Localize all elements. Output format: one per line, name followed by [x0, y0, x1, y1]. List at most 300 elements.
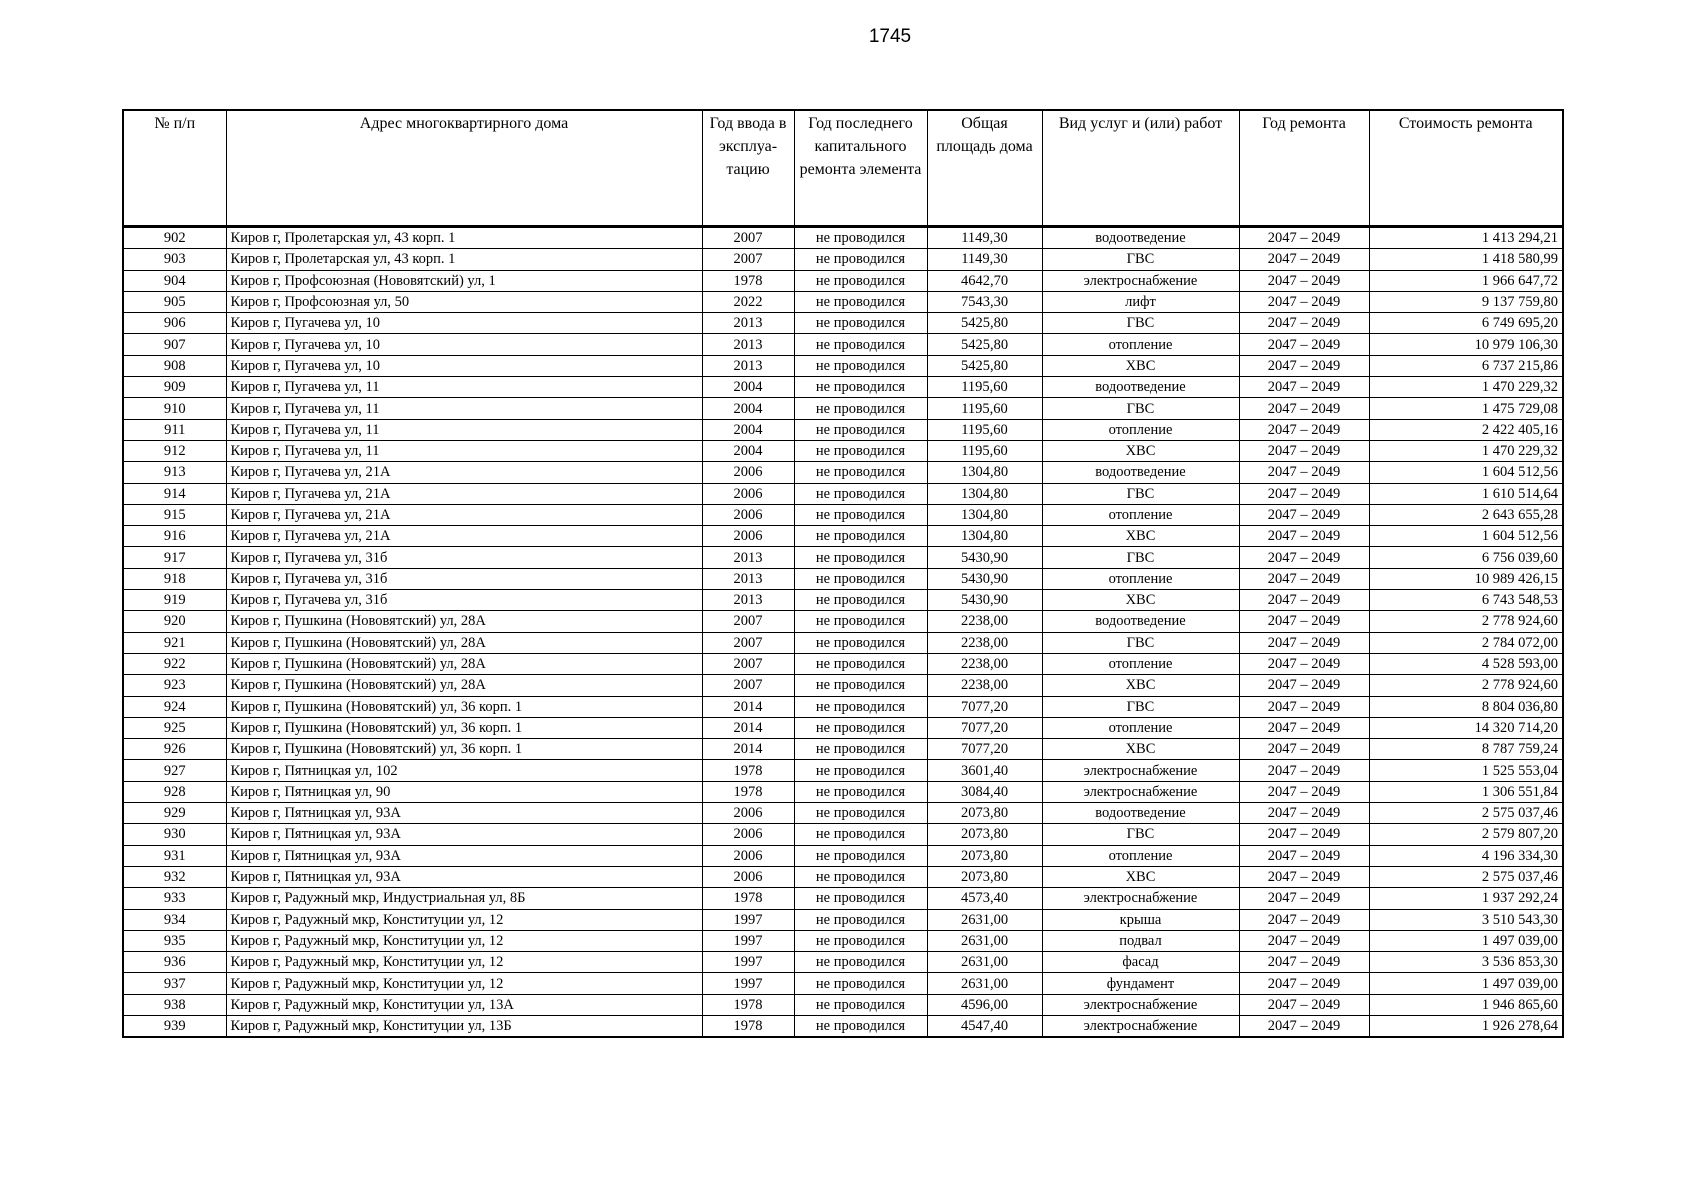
cell-num: 934	[123, 909, 226, 930]
table-row	[123, 590, 1563, 611]
cell-cost: 1 946 865,60	[1369, 994, 1563, 1015]
cell-repair-year: 2047 – 2049	[1239, 952, 1369, 973]
cell-area: 1304,80	[927, 526, 1042, 547]
table-body	[123, 227, 1563, 1038]
cell-year-built: 2013	[702, 355, 794, 376]
cell-area: 1304,80	[927, 483, 1042, 504]
cell-service: ГВС	[1042, 313, 1239, 334]
cell-repair-year: 2047 – 2049	[1239, 675, 1369, 696]
cell-area: 2073,80	[927, 845, 1042, 866]
cell-last-repair: не проводился	[794, 632, 927, 653]
cell-year-built: 2006	[702, 803, 794, 824]
table-row	[123, 270, 1563, 291]
cell-num: 924	[123, 696, 226, 717]
cell-repair-year: 2047 – 2049	[1239, 398, 1369, 419]
cell-area: 2631,00	[927, 930, 1042, 951]
cell-last-repair: не проводился	[794, 1015, 927, 1037]
cell-cost: 6 749 695,20	[1369, 313, 1563, 334]
table-row	[123, 313, 1563, 334]
cell-last-repair: не проводился	[794, 888, 927, 909]
cell-year-built: 2007	[702, 632, 794, 653]
table-row	[123, 483, 1563, 504]
cell-repair-year: 2047 – 2049	[1239, 739, 1369, 760]
cell-last-repair: не проводился	[794, 249, 927, 270]
cell-year-built: 2004	[702, 377, 794, 398]
cell-service: отопление	[1042, 717, 1239, 738]
cell-cost: 1 497 039,00	[1369, 973, 1563, 994]
table-row	[123, 952, 1563, 973]
cell-repair-year: 2047 – 2049	[1239, 1015, 1369, 1037]
cell-address: Киров г, Пушкина (Нововятский) ул, 28А	[226, 675, 702, 696]
cell-last-repair: не проводился	[794, 675, 927, 696]
cell-year-built: 2004	[702, 440, 794, 461]
table-row	[123, 334, 1563, 355]
cell-num: 928	[123, 781, 226, 802]
cell-year-built: 1997	[702, 973, 794, 994]
cell-year-built: 2014	[702, 696, 794, 717]
table-row	[123, 781, 1563, 802]
cell-year-built: 2006	[702, 824, 794, 845]
cell-repair-year: 2047 – 2049	[1239, 803, 1369, 824]
table-row	[123, 803, 1563, 824]
cell-last-repair: не проводился	[794, 291, 927, 312]
cell-cost: 2 575 037,46	[1369, 803, 1563, 824]
cell-area: 1195,60	[927, 398, 1042, 419]
cell-repair-year: 2047 – 2049	[1239, 249, 1369, 270]
cell-address: Киров г, Пугачева ул, 31б	[226, 547, 702, 568]
cell-last-repair: не проводился	[794, 440, 927, 461]
header-repair-year: Год ремонта	[1239, 110, 1369, 227]
cell-service: ГВС	[1042, 249, 1239, 270]
cell-year-built: 2006	[702, 504, 794, 525]
cell-num: 909	[123, 377, 226, 398]
cell-service: ХВС	[1042, 526, 1239, 547]
cell-num: 922	[123, 653, 226, 674]
cell-area: 4573,40	[927, 888, 1042, 909]
cell-num: 915	[123, 504, 226, 525]
cell-repair-year: 2047 – 2049	[1239, 270, 1369, 291]
cell-last-repair: не проводился	[794, 717, 927, 738]
cell-area: 5430,90	[927, 590, 1042, 611]
cell-year-built: 2022	[702, 291, 794, 312]
table-row	[123, 739, 1563, 760]
cell-repair-year: 2047 – 2049	[1239, 526, 1369, 547]
cell-last-repair: не проводился	[794, 504, 927, 525]
page-number: 1745	[868, 26, 912, 47]
cell-repair-year: 2047 – 2049	[1239, 462, 1369, 483]
cell-year-built: 2006	[702, 462, 794, 483]
cell-cost: 1 306 551,84	[1369, 781, 1563, 802]
cell-service: ХВС	[1042, 590, 1239, 611]
cell-area: 2238,00	[927, 675, 1042, 696]
cell-area: 1195,60	[927, 419, 1042, 440]
cell-area: 4596,00	[927, 994, 1042, 1015]
cell-repair-year: 2047 – 2049	[1239, 313, 1369, 334]
cell-cost: 2 579 807,20	[1369, 824, 1563, 845]
cell-year-built: 2013	[702, 568, 794, 589]
cell-area: 2631,00	[927, 909, 1042, 930]
cell-area: 2073,80	[927, 803, 1042, 824]
cell-last-repair: не проводился	[794, 398, 927, 419]
cell-repair-year: 2047 – 2049	[1239, 227, 1369, 249]
cell-address: Киров г, Радужный мкр, Конституции ул, 12	[226, 952, 702, 973]
table-row	[123, 377, 1563, 398]
cell-address: Киров г, Радужный мкр, Конституции ул, 12	[226, 930, 702, 951]
table-row	[123, 462, 1563, 483]
cell-year-built: 2006	[702, 845, 794, 866]
cell-repair-year: 2047 – 2049	[1239, 547, 1369, 568]
cell-num: 923	[123, 675, 226, 696]
cell-num: 905	[123, 291, 226, 312]
cell-service: ХВС	[1042, 440, 1239, 461]
cell-last-repair: не проводился	[794, 483, 927, 504]
table-row	[123, 526, 1563, 547]
cell-year-built: 1997	[702, 909, 794, 930]
cell-year-built: 1978	[702, 1015, 794, 1037]
cell-service: водоотведение	[1042, 462, 1239, 483]
cell-service: ХВС	[1042, 355, 1239, 376]
cell-area: 2238,00	[927, 653, 1042, 674]
cell-cost: 2 784 072,00	[1369, 632, 1563, 653]
cell-repair-year: 2047 – 2049	[1239, 334, 1369, 355]
cell-last-repair: не проводился	[794, 611, 927, 632]
cell-last-repair: не проводился	[794, 866, 927, 887]
cell-year-built: 2007	[702, 249, 794, 270]
table-row	[123, 909, 1563, 930]
cell-year-built: 2007	[702, 653, 794, 674]
cell-address: Киров г, Пятницкая ул, 93А	[226, 824, 702, 845]
cell-repair-year: 2047 – 2049	[1239, 590, 1369, 611]
cell-last-repair: не проводился	[794, 227, 927, 249]
cell-num: 932	[123, 866, 226, 887]
cell-last-repair: не проводился	[794, 526, 927, 547]
cell-cost: 3 536 853,30	[1369, 952, 1563, 973]
cell-last-repair: не проводился	[794, 419, 927, 440]
cell-cost: 9 137 759,80	[1369, 291, 1563, 312]
cell-service: фасад	[1042, 952, 1239, 973]
cell-repair-year: 2047 – 2049	[1239, 973, 1369, 994]
cell-service: лифт	[1042, 291, 1239, 312]
cell-service: ГВС	[1042, 483, 1239, 504]
cell-service: водоотведение	[1042, 377, 1239, 398]
cell-num: 910	[123, 398, 226, 419]
cell-cost: 6 737 215,86	[1369, 355, 1563, 376]
cell-repair-year: 2047 – 2049	[1239, 930, 1369, 951]
cell-year-built: 2004	[702, 419, 794, 440]
cell-repair-year: 2047 – 2049	[1239, 760, 1369, 781]
table-row	[123, 973, 1563, 994]
cell-last-repair: не проводился	[794, 653, 927, 674]
cell-year-built: 2006	[702, 483, 794, 504]
cell-area: 1195,60	[927, 440, 1042, 461]
cell-service: ГВС	[1042, 632, 1239, 653]
cell-area: 7077,20	[927, 739, 1042, 760]
cell-year-built: 2007	[702, 675, 794, 696]
cell-service: отопление	[1042, 334, 1239, 355]
cell-repair-year: 2047 – 2049	[1239, 653, 1369, 674]
cell-address: Киров г, Пугачева ул, 31б	[226, 568, 702, 589]
cell-address: Киров г, Пролетарская ул, 43 корп. 1	[226, 227, 702, 249]
cell-num: 927	[123, 760, 226, 781]
cell-num: 935	[123, 930, 226, 951]
table-row	[123, 632, 1563, 653]
cell-address: Киров г, Пугачева ул, 11	[226, 398, 702, 419]
table-header-row	[123, 110, 1563, 227]
table-row	[123, 994, 1563, 1015]
cell-service: водоотведение	[1042, 803, 1239, 824]
cell-year-built: 2006	[702, 526, 794, 547]
cell-last-repair: не проводился	[794, 377, 927, 398]
cell-address: Киров г, Пугачева ул, 10	[226, 355, 702, 376]
cell-year-built: 2004	[702, 398, 794, 419]
cell-area: 3601,40	[927, 760, 1042, 781]
cell-repair-year: 2047 – 2049	[1239, 696, 1369, 717]
cell-service: электроснабжение	[1042, 781, 1239, 802]
cell-cost: 6 756 039,60	[1369, 547, 1563, 568]
table-row	[123, 398, 1563, 419]
cell-last-repair: не проводился	[794, 547, 927, 568]
cell-address: Киров г, Пугачева ул, 21А	[226, 526, 702, 547]
table-row	[123, 440, 1563, 461]
cell-num: 925	[123, 717, 226, 738]
cell-year-built: 2006	[702, 866, 794, 887]
cell-repair-year: 2047 – 2049	[1239, 717, 1369, 738]
cell-last-repair: не проводился	[794, 568, 927, 589]
cell-address: Киров г, Пушкина (Нововятский) ул, 28А	[226, 632, 702, 653]
cell-repair-year: 2047 – 2049	[1239, 504, 1369, 525]
cell-num: 902	[123, 227, 226, 249]
table-row	[123, 696, 1563, 717]
cell-service: ГВС	[1042, 824, 1239, 845]
cell-service: электроснабжение	[1042, 270, 1239, 291]
cell-num: 903	[123, 249, 226, 270]
cell-year-built: 1997	[702, 930, 794, 951]
cell-address: Киров г, Профсоюзная (Нововятский) ул, 1	[226, 270, 702, 291]
cell-address: Киров г, Пушкина (Нововятский) ул, 36 корп. 1	[226, 717, 702, 738]
cell-address: Киров г, Пятницкая ул, 93А	[226, 866, 702, 887]
cell-last-repair: не проводился	[794, 845, 927, 866]
cell-service: ГВС	[1042, 398, 1239, 419]
cell-area: 5425,80	[927, 355, 1042, 376]
cell-service: электроснабжение	[1042, 1015, 1239, 1037]
cell-year-built: 1997	[702, 952, 794, 973]
cell-area: 7077,20	[927, 696, 1042, 717]
cell-area: 2631,00	[927, 952, 1042, 973]
cell-num: 916	[123, 526, 226, 547]
cell-service: отопление	[1042, 419, 1239, 440]
table-row	[123, 355, 1563, 376]
cell-area: 1304,80	[927, 504, 1042, 525]
table-row	[123, 547, 1563, 568]
cell-num: 919	[123, 590, 226, 611]
cell-area: 3084,40	[927, 781, 1042, 802]
cell-year-built: 1978	[702, 994, 794, 1015]
cell-last-repair: не проводился	[794, 909, 927, 930]
cell-address: Киров г, Профсоюзная ул, 50	[226, 291, 702, 312]
cell-address: Киров г, Пушкина (Нововятский) ул, 36 корп. 1	[226, 739, 702, 760]
header-address: Адрес многоквартирного дома	[226, 110, 702, 227]
cell-repair-year: 2047 – 2049	[1239, 824, 1369, 845]
cell-cost: 8 787 759,24	[1369, 739, 1563, 760]
cell-service: крыша	[1042, 909, 1239, 930]
cell-service: фундамент	[1042, 973, 1239, 994]
cell-cost: 2 778 924,60	[1369, 611, 1563, 632]
cell-address: Киров г, Пугачева ул, 21А	[226, 462, 702, 483]
cell-area: 5425,80	[927, 334, 1042, 355]
cell-repair-year: 2047 – 2049	[1239, 781, 1369, 802]
cell-service: электроснабжение	[1042, 760, 1239, 781]
cell-address: Киров г, Пушкина (Нововятский) ул, 28А	[226, 611, 702, 632]
cell-repair-year: 2047 – 2049	[1239, 568, 1369, 589]
table-row	[123, 1015, 1563, 1037]
cell-last-repair: не проводился	[794, 313, 927, 334]
cell-area: 5425,80	[927, 313, 1042, 334]
cell-cost: 10 979 106,30	[1369, 334, 1563, 355]
header-num: № п/п	[123, 110, 226, 227]
cell-num: 911	[123, 419, 226, 440]
cell-num: 913	[123, 462, 226, 483]
cell-num: 936	[123, 952, 226, 973]
cell-repair-year: 2047 – 2049	[1239, 909, 1369, 930]
cell-cost: 1 418 580,99	[1369, 249, 1563, 270]
cell-num: 904	[123, 270, 226, 291]
cell-num: 908	[123, 355, 226, 376]
cell-cost: 1 497 039,00	[1369, 930, 1563, 951]
cell-last-repair: не проводился	[794, 930, 927, 951]
cell-last-repair: не проводился	[794, 760, 927, 781]
cell-last-repair: не проводился	[794, 994, 927, 1015]
cell-cost: 10 989 426,15	[1369, 568, 1563, 589]
cell-year-built: 2013	[702, 590, 794, 611]
cell-repair-year: 2047 – 2049	[1239, 483, 1369, 504]
cell-service: отопление	[1042, 504, 1239, 525]
header-service: Вид услуг и (или) работ	[1042, 110, 1239, 227]
cell-last-repair: не проводился	[794, 270, 927, 291]
cell-num: 926	[123, 739, 226, 760]
table-row	[123, 888, 1563, 909]
cell-area: 2631,00	[927, 973, 1042, 994]
cell-service: водоотведение	[1042, 611, 1239, 632]
cell-num: 918	[123, 568, 226, 589]
cell-cost: 1 937 292,24	[1369, 888, 1563, 909]
cell-service: водоотведение	[1042, 227, 1239, 249]
repair-schedule-table	[122, 109, 1564, 1038]
cell-year-built: 2013	[702, 547, 794, 568]
cell-address: Киров г, Пушкина (Нововятский) ул, 28А	[226, 653, 702, 674]
header-cost: Стоимость ремонта	[1369, 110, 1563, 227]
cell-repair-year: 2047 – 2049	[1239, 440, 1369, 461]
table-row	[123, 717, 1563, 738]
cell-address: Киров г, Пугачева ул, 10	[226, 313, 702, 334]
cell-year-built: 2007	[702, 611, 794, 632]
cell-repair-year: 2047 – 2049	[1239, 291, 1369, 312]
cell-num: 907	[123, 334, 226, 355]
cell-last-repair: не проводился	[794, 824, 927, 845]
cell-last-repair: не проводился	[794, 355, 927, 376]
cell-service: электроснабжение	[1042, 888, 1239, 909]
cell-last-repair: не проводился	[794, 462, 927, 483]
cell-last-repair: не проводился	[794, 952, 927, 973]
cell-address: Киров г, Пятницкая ул, 93А	[226, 803, 702, 824]
cell-repair-year: 2047 – 2049	[1239, 845, 1369, 866]
cell-last-repair: не проводился	[794, 739, 927, 760]
cell-repair-year: 2047 – 2049	[1239, 888, 1369, 909]
cell-num: 929	[123, 803, 226, 824]
cell-address: Киров г, Пугачева ул, 31б	[226, 590, 702, 611]
cell-repair-year: 2047 – 2049	[1239, 866, 1369, 887]
cell-address: Киров г, Пушкина (Нововятский) ул, 36 корп. 1	[226, 696, 702, 717]
cell-service: ГВС	[1042, 547, 1239, 568]
cell-cost: 6 743 548,53	[1369, 590, 1563, 611]
cell-num: 938	[123, 994, 226, 1015]
cell-cost: 1 470 229,32	[1369, 377, 1563, 398]
cell-area: 4547,40	[927, 1015, 1042, 1037]
table-row	[123, 930, 1563, 951]
table-row	[123, 249, 1563, 270]
cell-cost: 1 610 514,64	[1369, 483, 1563, 504]
cell-address: Киров г, Пролетарская ул, 43 корп. 1	[226, 249, 702, 270]
cell-year-built: 1978	[702, 270, 794, 291]
table-row	[123, 611, 1563, 632]
cell-repair-year: 2047 – 2049	[1239, 994, 1369, 1015]
cell-cost: 1 470 229,32	[1369, 440, 1563, 461]
cell-area: 5430,90	[927, 568, 1042, 589]
cell-cost: 1 966 647,72	[1369, 270, 1563, 291]
cell-last-repair: не проводился	[794, 590, 927, 611]
table-row	[123, 291, 1563, 312]
table-row	[123, 675, 1563, 696]
cell-address: Киров г, Пятницкая ул, 90	[226, 781, 702, 802]
cell-repair-year: 2047 – 2049	[1239, 355, 1369, 376]
table-row	[123, 866, 1563, 887]
cell-cost: 3 510 543,30	[1369, 909, 1563, 930]
cell-area: 2238,00	[927, 632, 1042, 653]
cell-service: ХВС	[1042, 675, 1239, 696]
cell-address: Киров г, Радужный мкр, Конституции ул, 13А	[226, 994, 702, 1015]
cell-address: Киров г, Пугачева ул, 10	[226, 334, 702, 355]
cell-cost: 4 196 334,30	[1369, 845, 1563, 866]
cell-address: Киров г, Пугачева ул, 21А	[226, 504, 702, 525]
table-row	[123, 419, 1563, 440]
cell-num: 937	[123, 973, 226, 994]
header-year-built: Год ввода в эксплуа-тацию	[702, 110, 794, 227]
cell-cost: 1 604 512,56	[1369, 526, 1563, 547]
cell-cost: 1 413 294,21	[1369, 227, 1563, 249]
cell-area: 5430,90	[927, 547, 1042, 568]
table-row	[123, 504, 1563, 525]
cell-repair-year: 2047 – 2049	[1239, 419, 1369, 440]
cell-address: Киров г, Пятницкая ул, 93А	[226, 845, 702, 866]
cell-year-built: 2013	[702, 313, 794, 334]
table-row	[123, 568, 1563, 589]
cell-area: 7077,20	[927, 717, 1042, 738]
cell-service: подвал	[1042, 930, 1239, 951]
cell-last-repair: не проводился	[794, 696, 927, 717]
cell-area: 1304,80	[927, 462, 1042, 483]
cell-area: 1195,60	[927, 377, 1042, 398]
cell-repair-year: 2047 – 2049	[1239, 611, 1369, 632]
cell-last-repair: не проводился	[794, 334, 927, 355]
cell-year-built: 2014	[702, 717, 794, 738]
cell-area: 7543,30	[927, 291, 1042, 312]
cell-cost: 1 604 512,56	[1369, 462, 1563, 483]
table-row	[123, 653, 1563, 674]
cell-cost: 1 926 278,64	[1369, 1015, 1563, 1037]
cell-service: отопление	[1042, 568, 1239, 589]
cell-cost: 1 525 553,04	[1369, 760, 1563, 781]
cell-service: ХВС	[1042, 739, 1239, 760]
cell-service: отопление	[1042, 653, 1239, 674]
